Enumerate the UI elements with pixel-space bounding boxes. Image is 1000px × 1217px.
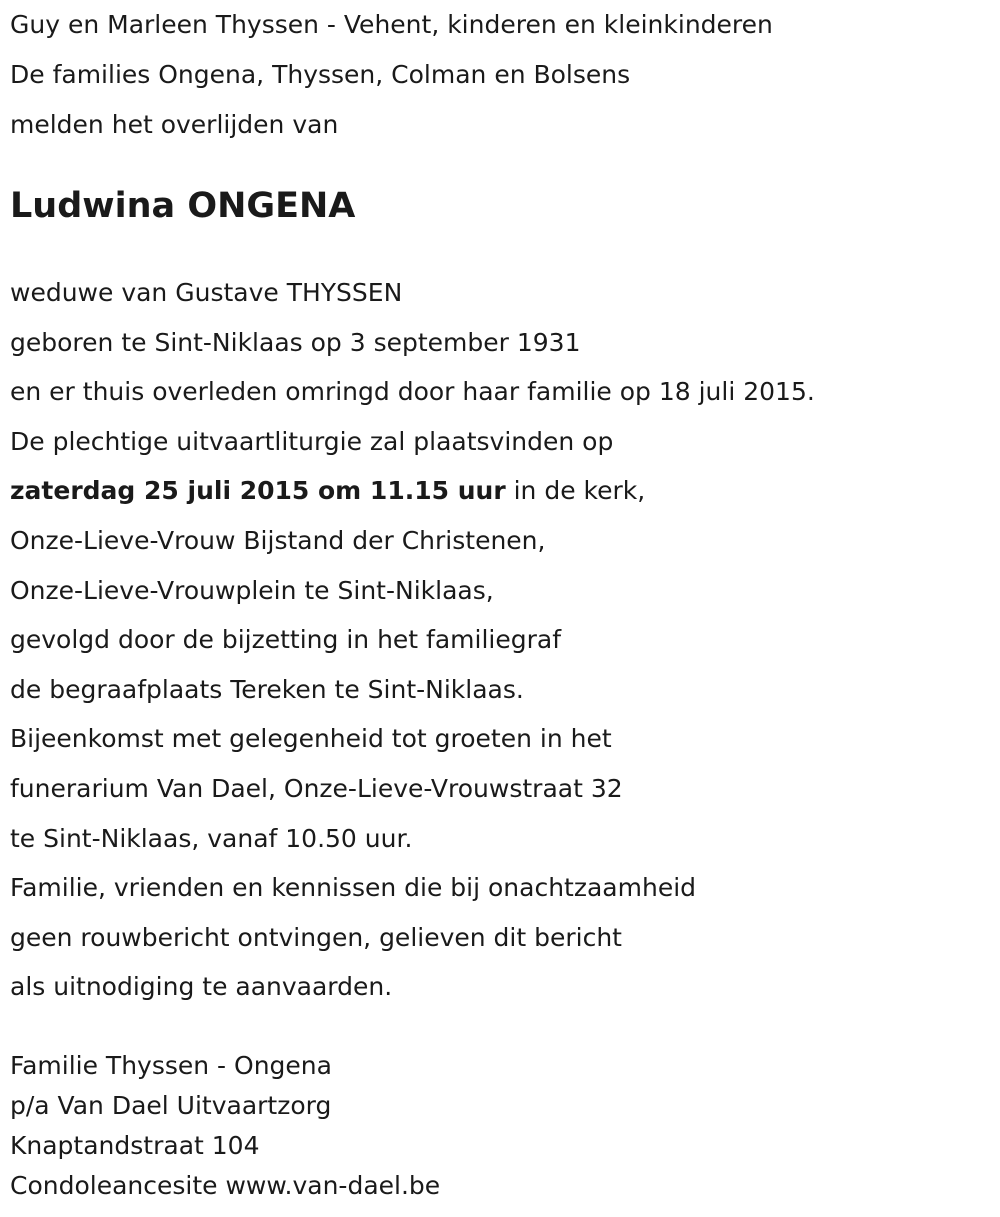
meeting-line-3: te Sint-Niklaas, vanaf 10.50 uur. (10, 823, 413, 853)
notice-line-2: geen rouwbericht ontvingen, gelieven dit bericht (10, 922, 622, 952)
signature-website: Condoleancesite www.van-dael.be (10, 1171, 441, 1200)
signature-care-of: p/a Van Dael Uitvaartzorg (10, 1091, 332, 1120)
liturgy-date: zaterdag 25 juli 2015 om 11.15 uur (10, 476, 506, 506)
liturgy-intro-line: De plechtige uitvaartliturgie zal plaatsvinden op (10, 426, 614, 456)
signature-family: Familie Thyssen - Ongena (10, 1051, 332, 1080)
signature-block (10, 1046, 440, 1206)
born-line: geboren te Sint-Niklaas op 3 september 1931 (10, 327, 581, 357)
announcement-intro (10, 0, 773, 150)
burial-line-1: gevolgd door de bijzetting in het familiegraf (10, 625, 562, 655)
church-name-line: Onze-Lieve-Vrouw Bijstand der Christenen, (10, 525, 546, 555)
notice-line-1: Familie, vrienden en kennissen die bij onachtzaamheid (10, 873, 697, 903)
obituary-details (10, 268, 815, 1012)
meeting-line-2: funerarium Van Dael, Onze-Lieve-Vrouwstraat 32 (10, 773, 623, 803)
liturgy-place-suffix: in de kerk, (505, 476, 646, 506)
meeting-line-1: Bijeenkomst met gelegenheid tot groeten in het (10, 724, 612, 754)
widow-of-line: weduwe van Gustave THYSSEN (10, 278, 403, 307)
notice-line-3: als uitnodiging te aanvaarden. (10, 972, 393, 1002)
liturgy-date-line (10, 466, 815, 516)
intro-line-announce: melden het overlijden van (10, 110, 339, 139)
deceased-name: Ludwina ONGENA (10, 186, 356, 226)
signature-street: Knaptandstraat 104 (10, 1131, 260, 1160)
intro-line-families: De families Ongena, Thyssen, Colman en Bolsens (10, 60, 631, 89)
intro-line-family: Guy en Marleen Thyssen - Vehent, kinderen en kleinkinderen (10, 10, 773, 39)
died-line: en er thuis overleden omringd door haar familie op 18 juli 2015. (10, 377, 815, 407)
church-address-line: Onze-Lieve-Vrouwplein te Sint-Niklaas, (10, 575, 494, 605)
burial-line-2: de begraafplaats Tereken te Sint-Niklaas. (10, 674, 524, 704)
